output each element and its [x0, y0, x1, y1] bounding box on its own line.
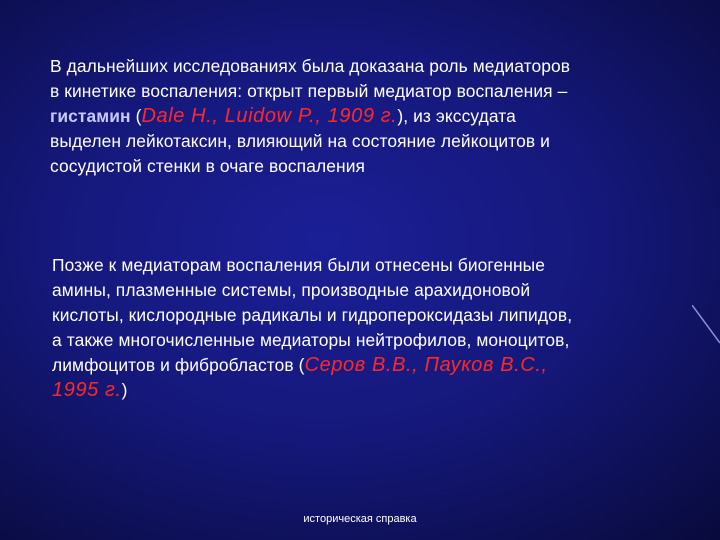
para1-line2: в кинетике воспаления: открыт первый медиатор воспаления – — [50, 81, 568, 101]
para2-line3: кислоты, кислородные радикалы и гидропероксидазы липидов, — [52, 305, 573, 325]
para1-line4: выделен лейкотаксин, влияющий на состояние лейкоцитов и — [50, 131, 550, 151]
term-histamine: гистамин — [50, 106, 131, 126]
citation-year: 1995 г. — [52, 379, 122, 401]
footer-label: историческая справка — [303, 513, 417, 525]
para1-close-text: ), из экссудата — [397, 106, 516, 126]
paragraph-histamine — [50, 54, 690, 179]
para1-line5: сосудистой стенки в очаге воспаления — [50, 156, 366, 176]
para1-line1: В дальнейших исследованиях была доказана роль медиаторов — [50, 56, 571, 76]
para2-line2: амины, плазменные системы, производные арахидоновой — [52, 280, 531, 300]
para1-open-paren: ( — [130, 106, 142, 126]
para2-line5: лимфоцитов и фибробластов ( — [52, 355, 305, 375]
citation-dale-luidow: Dale H., Luidow P., 1909 г. — [141, 105, 398, 127]
decorative-line — [692, 305, 720, 345]
citation-serov-paukov: Серов В.В., Пауков В.С., — [304, 354, 548, 376]
para2-line1: Позже к медиаторам воспаления были отнесены биогенные — [52, 255, 546, 275]
para2-close-paren: ) — [121, 380, 128, 400]
paragraph-mediators — [52, 253, 692, 403]
para2-line4: а также многочисленные медиаторы нейтрофилов, моноцитов, — [52, 330, 570, 350]
